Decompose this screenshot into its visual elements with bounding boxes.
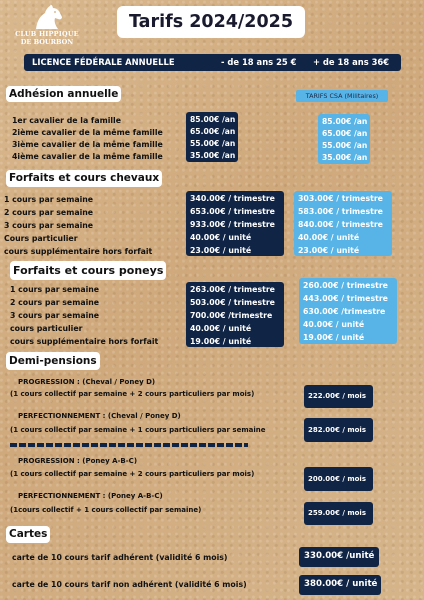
section-heading-demi-pensions: Demi-pensions: [6, 352, 100, 370]
chevaux-label: Cours particulier: [4, 234, 78, 243]
price-value: 200.00€ / mois: [308, 475, 366, 483]
demi-pension-detail: (1 cours collectif par semaine + 2 cours particuliers par mois): [10, 390, 255, 398]
section-heading-poneys: Forfaits et cours poneys: [10, 261, 166, 280]
csa-price-value: 583.00€ / trimestre: [298, 207, 383, 216]
csa-price-value: 35.00€ /an: [322, 153, 368, 162]
chevaux-price-box: [186, 191, 284, 256]
poneys-label: 3 cours par semaine: [10, 311, 100, 320]
csa-label-badge: TARIFS CSA (Militaires): [296, 90, 388, 102]
section-heading-chevaux: Forfaits et cours chevaux: [6, 170, 162, 187]
demi-pension-detail: (1cours collectif + 1 cours collectif par semaine): [10, 506, 202, 514]
carte-label: carte de 10 cours tarif non adhérent (validité 6 mois): [12, 580, 247, 589]
csa-price-value: 65.00€ /an: [322, 129, 368, 138]
adhesion-label: 2ième cavalier de la même famille: [12, 128, 163, 137]
csa-price-value: 55.00€ /an: [322, 141, 368, 150]
csa-price-value: 303.00€ / trimestre: [298, 194, 383, 203]
licence-over18: + de 18 ans 36€: [313, 57, 390, 67]
chevaux-label: cours supplémentaire hors forfait: [4, 247, 153, 256]
demi-pension-detail: (1 cours collectif par semaine + 1 cours particuliers par semaine: [10, 426, 266, 434]
poneys-label: 2 cours par semaine: [10, 298, 100, 307]
price-value: 263.00€ / trimestre: [190, 285, 275, 294]
price-value: 85.00€ /an: [190, 115, 236, 124]
price-value: 40.00€ / unité: [190, 233, 252, 242]
poneys-label: cours particulier: [10, 324, 83, 333]
page-title: Tarifs 2024/2025: [117, 6, 305, 38]
demi-pension-price-box: [304, 418, 373, 442]
horse-head-icon: [28, 4, 68, 30]
licence-under18: - de 18 ans 25 €: [221, 57, 297, 67]
csa-price-value: 260.00€ / trimestre: [303, 281, 388, 290]
chevaux-csa-box: [294, 191, 392, 256]
adhesion-label: 3ième cavalier de la même famille: [12, 140, 163, 149]
price-value: 933.00€ / trimestre: [190, 220, 275, 229]
csa-price-value: 40.00€ / unité: [303, 320, 365, 329]
demi-pension-title: PERFECTIONNEMENT : (Cheval / Poney D): [18, 412, 181, 420]
price-value: 65.00€ /an: [190, 127, 236, 136]
section-heading-cartes: Cartes: [6, 526, 50, 543]
price-value: 380.00€ / unité: [304, 579, 378, 589]
csa-price-value: 40.00€ / unité: [298, 233, 360, 242]
adhesion-label: 1er cavalier de la famille: [12, 116, 122, 125]
price-value: 330.00€ /unité: [304, 551, 375, 561]
dashed-divider: [10, 443, 248, 447]
price-value: 222.00€ / mois: [308, 392, 366, 400]
price-value: 340.00€ / trimestre: [190, 194, 275, 203]
price-value: 700.00€ /trimestre: [190, 311, 273, 320]
adhesion-price-box: [186, 112, 238, 162]
price-value: 282.00€ / mois: [308, 426, 366, 434]
carte-price-box: [299, 575, 381, 595]
csa-price-value: 19.00€ / unité: [303, 333, 365, 342]
demi-pension-title: PROGRESSION : (Poney A-B-C): [18, 457, 138, 465]
price-value: 40.00€ / unité: [190, 324, 252, 333]
carte-label: carte de 10 cours tarif adhérent (validité 6 mois): [12, 553, 228, 562]
poneys-price-box: [186, 282, 284, 347]
logo-text-line1: CLUB HIPPIQUE: [15, 30, 79, 38]
logo-text-line2: DE BOURBON: [20, 38, 74, 46]
section-heading-adhesion: Adhésion annuelle: [6, 86, 121, 102]
csa-price-value: 443.00€ / trimestre: [303, 294, 388, 303]
poneys-label: cours supplémentaire hors forfait: [10, 337, 159, 346]
club-logo: [6, 4, 88, 50]
demi-pension-title: PROGRESSION : (Cheval / Poney D): [18, 378, 156, 386]
csa-price-value: 23.00€ / unité: [298, 246, 360, 255]
adhesion-csa-box: [318, 114, 370, 164]
price-value: 55.00€ /an: [190, 139, 236, 148]
demi-pension-title: PERFECTIONNEMENT : (Poney A-B-C): [18, 492, 163, 500]
csa-price-value: 85.00€ /an: [322, 117, 368, 126]
chevaux-label: 3 cours par semaine: [4, 221, 94, 230]
chevaux-label: 1 cours par semaine: [4, 195, 94, 204]
price-value: 503.00€ / trimestre: [190, 298, 275, 307]
price-value: 653.00€ / trimestre: [190, 207, 275, 216]
demi-pension-detail: (1 cours collectif par semaine + 2 cours particuliers par mois): [10, 470, 255, 478]
poneys-label: 1 cours par semaine: [10, 285, 100, 294]
price-value: 19.00€ / unité: [190, 337, 252, 346]
adhesion-label: 4ième cavalier de la même famille: [12, 152, 163, 161]
poneys-csa-box: [299, 278, 397, 344]
licence-bar: [24, 54, 401, 71]
price-value: 35.00€ /an: [190, 151, 236, 160]
chevaux-label: 2 cours par semaine: [4, 208, 94, 217]
demi-pension-price-box: [304, 502, 373, 525]
csa-price-value: 840.00€ / trimestre: [298, 220, 383, 229]
price-value: 259.00€ / mois: [308, 509, 366, 517]
price-value: 23.00€ / unité: [190, 246, 252, 255]
demi-pension-price-box: [304, 385, 373, 408]
csa-price-value: 630.00€ /trimestre: [303, 307, 386, 316]
licence-label: LICENCE FÉDÉRALE ANNUELLE: [32, 57, 175, 67]
carte-price-box: [299, 547, 379, 567]
demi-pension-price-box: [304, 467, 373, 491]
